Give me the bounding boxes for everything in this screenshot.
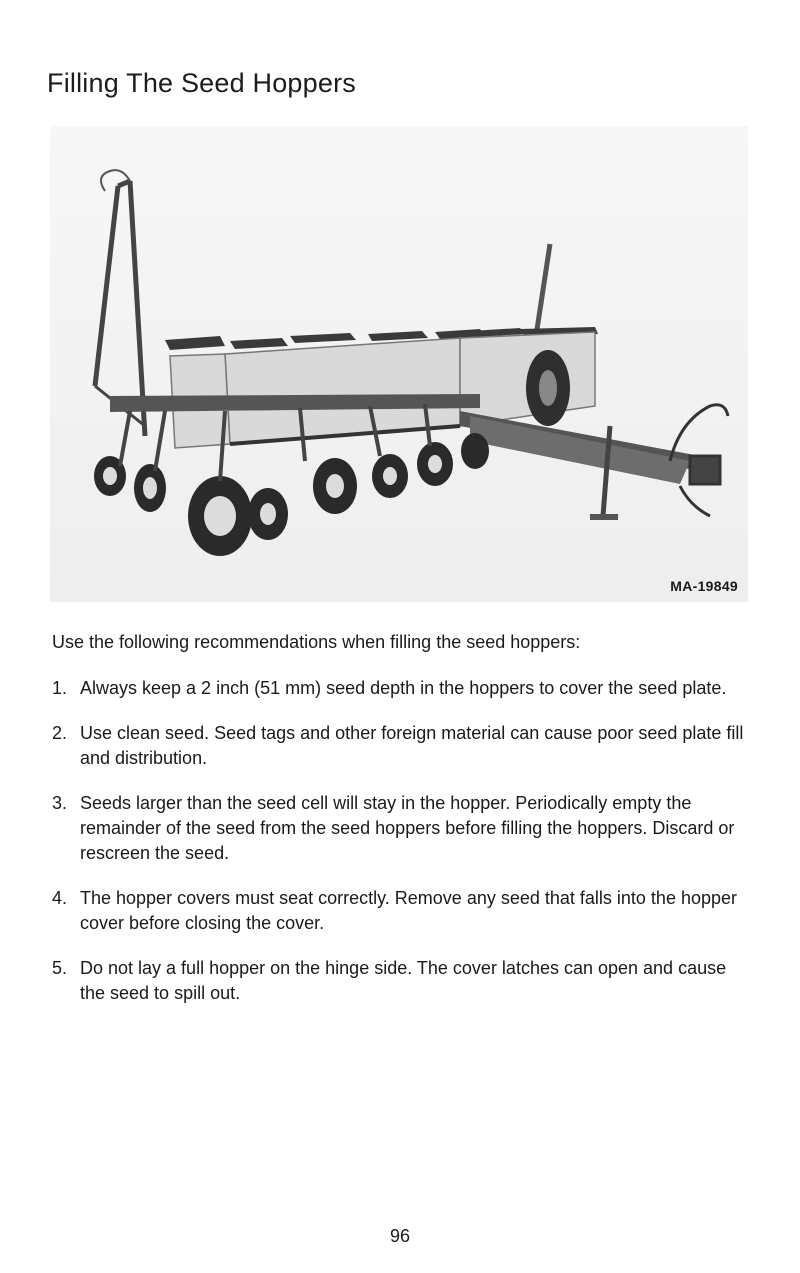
step-number: 2.: [52, 723, 68, 743]
list-item: [52, 676, 752, 701]
step-number: 1.: [52, 678, 68, 698]
step-text: Seeds larger than the seed cell will stay in the hopper. Periodically empty the remainder of the seed from the seed hoppers before filling the hoppers. Discard or rescreen the seed.: [80, 793, 735, 863]
step-text: Use clean seed. Seed tags and other foreign material can cause poor seed plate fill and distribution.: [80, 723, 744, 768]
list-item: [52, 791, 752, 866]
figure-code: MA-19849: [670, 578, 738, 594]
step-text: Do not lay a full hopper on the hinge side. The cover latches can open and cause the seed to spill out.: [80, 958, 727, 1003]
step-number: 4.: [52, 888, 68, 908]
step-text: The hopper covers must seat correctly. Remove any seed that falls into the hopper cover before closing the cover.: [80, 888, 737, 933]
list-item: [52, 886, 752, 936]
step-text: Always keep a 2 inch (51 mm) seed depth in the hoppers to cover the seed plate.: [80, 678, 727, 698]
planter-illustration: [50, 126, 748, 602]
step-number: 3.: [52, 793, 68, 813]
page-number: 96: [389, 1226, 411, 1246]
list-item: [52, 721, 752, 771]
page-title: Filling The Seed Hoppers: [47, 68, 356, 98]
intro-text: Use the following recommendations when filling the seed hoppers:: [52, 632, 581, 652]
step-number: 5.: [52, 958, 68, 978]
seed-planter-photo: [50, 126, 748, 602]
recommendation-list: [52, 676, 752, 1026]
list-item: [52, 956, 752, 1006]
